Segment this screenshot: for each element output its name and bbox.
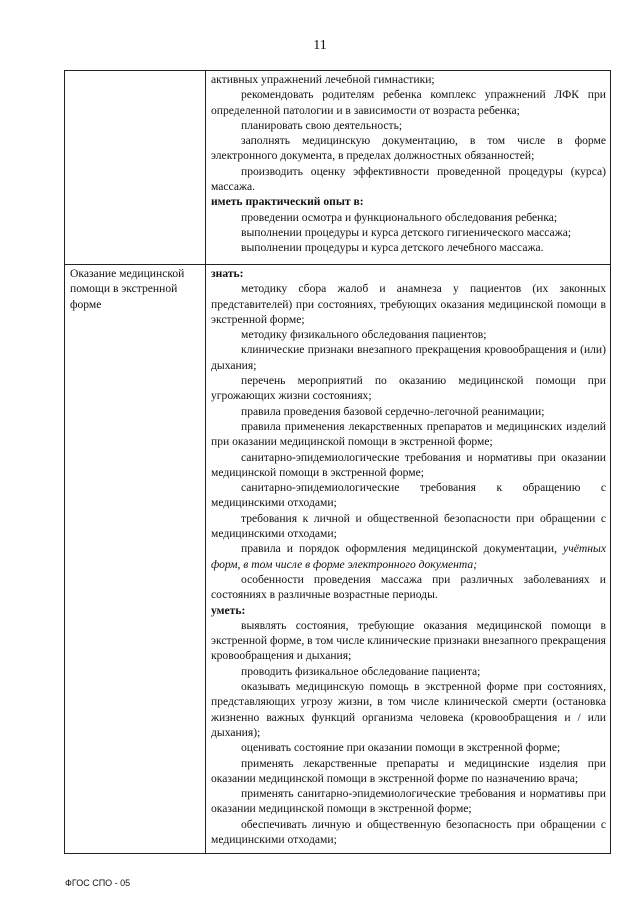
paragraph-text: методику физикального обследования пациентов; [241, 328, 487, 342]
paragraph-text: заполнять медицинскую документацию, в том числе в форме электронного документа, в пределах должностных обязанностей; [211, 134, 606, 163]
content-paragraph [211, 240, 606, 255]
paragraph-text: знать: [211, 267, 244, 280]
paragraph-text: планировать свою деятельность; [241, 118, 403, 132]
paragraph-text: применять санитарно-эпидемиологические требования и нормативы при оказании медицинской помощи в экстренной форме; [211, 787, 606, 816]
paragraph-text: санитарно-эпидемиологические требования и нормативы при оказании медицинской помощи в экстренной форме; [211, 450, 606, 479]
paragraph-text: требования к личной и общественной безопасности при обращении с медицинскими отходами; [211, 511, 606, 541]
paragraph-text: санитарно-эпидемиологические требования к обращению с медицинскими отходами; [211, 481, 606, 510]
content-paragraph [211, 679, 606, 740]
content-paragraph [211, 786, 606, 817]
content-cell [206, 265, 611, 854]
content-paragraph [211, 618, 606, 664]
content-paragraph [211, 118, 606, 133]
paragraph-text: активных упражнений лечебной гимнастики; [211, 73, 435, 86]
competency-cell [65, 71, 206, 265]
content-paragraph [211, 756, 606, 787]
paragraph-text: правила проведения базовой сердечно-легочной реанимации; [241, 404, 545, 418]
content-paragraph [211, 210, 606, 225]
table-row [65, 71, 611, 265]
content-paragraph [211, 541, 606, 572]
paragraph-text: производить оценку эффективности проведенной процедуры (курса) массажа. [211, 164, 606, 194]
content-paragraph [211, 133, 606, 164]
paragraph-text: методику сбора жалоб и анамнеза у пациентов (их законных представителей) при состояниях, требующих оказания медицинской помощи в экстренной форме; [211, 282, 606, 326]
content-paragraph [211, 72, 606, 87]
content-paragraph [211, 404, 606, 419]
paragraph-text: клинические признаки внезапного прекращения кровообращения и (или) дыхания; [211, 343, 606, 372]
paragraph-text: проведении осмотра и функционального обследования ребенка; [241, 210, 558, 224]
page-number: 11 [313, 38, 327, 53]
content-paragraph [211, 87, 606, 118]
section-heading [211, 266, 606, 281]
paragraph-text: правила применения лекарственных препаратов и медицинских изделий при оказании медицинской помощи в экстренной форме; [211, 419, 606, 449]
footer-label: ФГОС СПО - 05 [65, 878, 131, 888]
competency-cell: Оказание медицинской помощи в экстренной форме [65, 265, 206, 854]
paragraph-text: оценивать состояние при оказании помощи в экстренной форме; [241, 741, 561, 755]
section-heading [211, 194, 606, 209]
content-paragraph [211, 164, 606, 195]
paragraph-text: применять лекарственные препараты и медицинские изделия при оказании медицинской помощи в экстренной форме по назначению врача; [211, 756, 606, 785]
content-paragraph [211, 664, 606, 679]
content-paragraph [211, 225, 606, 240]
paragraph-text: уметь: [211, 603, 246, 617]
content-paragraph [211, 281, 606, 327]
content-paragraph [211, 572, 606, 603]
competency-table [64, 70, 611, 854]
content-paragraph [211, 740, 606, 755]
table-row [65, 265, 611, 854]
content-paragraph [211, 817, 606, 848]
paragraph-text: оказывать медицинскую помощь в экстренной форме при состояниях, представляющих угрозу жизни, в том числе клинической смерти (остановка жизненно важных функций организма человека (кровообращения и / или дыхания); [211, 680, 606, 739]
content-paragraph [211, 342, 606, 373]
content-cell [206, 71, 611, 265]
italic-text: учётных форм, в том числе в форме электронного документа; [211, 542, 606, 571]
content-paragraph [211, 511, 606, 542]
paragraph-text: выполнении процедуры и курса детского гигиенического массажа; [241, 225, 572, 239]
content-paragraph [211, 419, 606, 450]
content-paragraph [211, 450, 606, 481]
paragraph-text: выявлять состояния, требующие оказания медицинской помощи в экстренной форме, в том числе клинические признаки внезапного прекращения кровообращения и дыхания; [211, 618, 606, 663]
paragraph-text: обеспечивать личную и общественную безопасность при обращении с медицинскими отходами; [211, 817, 606, 846]
content-paragraph [211, 373, 606, 404]
content-paragraph [211, 480, 606, 511]
paragraph-text: особенности проведения массажа при различных заболеваниях и состояниях в различные возрастные периоды. [211, 572, 606, 602]
paragraph-text: иметь практический опыт в: [211, 195, 364, 209]
paragraph-text: выполнении процедуры и курса детского лечебного массажа. [241, 241, 544, 255]
paragraph-text: перечень мероприятий по оказанию медицинской помощи при угрожающих жизни состояниях; [211, 374, 606, 403]
content-paragraph [211, 327, 606, 342]
paragraph-text: проводить физикальное обследование пациента; [241, 664, 481, 678]
paragraph-text: рекомендовать родителям ребенка комплекс упражнений ЛФК при определенной патологии и в зависимости от возраста ребенка; [211, 88, 606, 117]
paragraph-text: правила и порядок оформления медицинской документации, [241, 542, 564, 556]
section-heading [211, 603, 606, 618]
